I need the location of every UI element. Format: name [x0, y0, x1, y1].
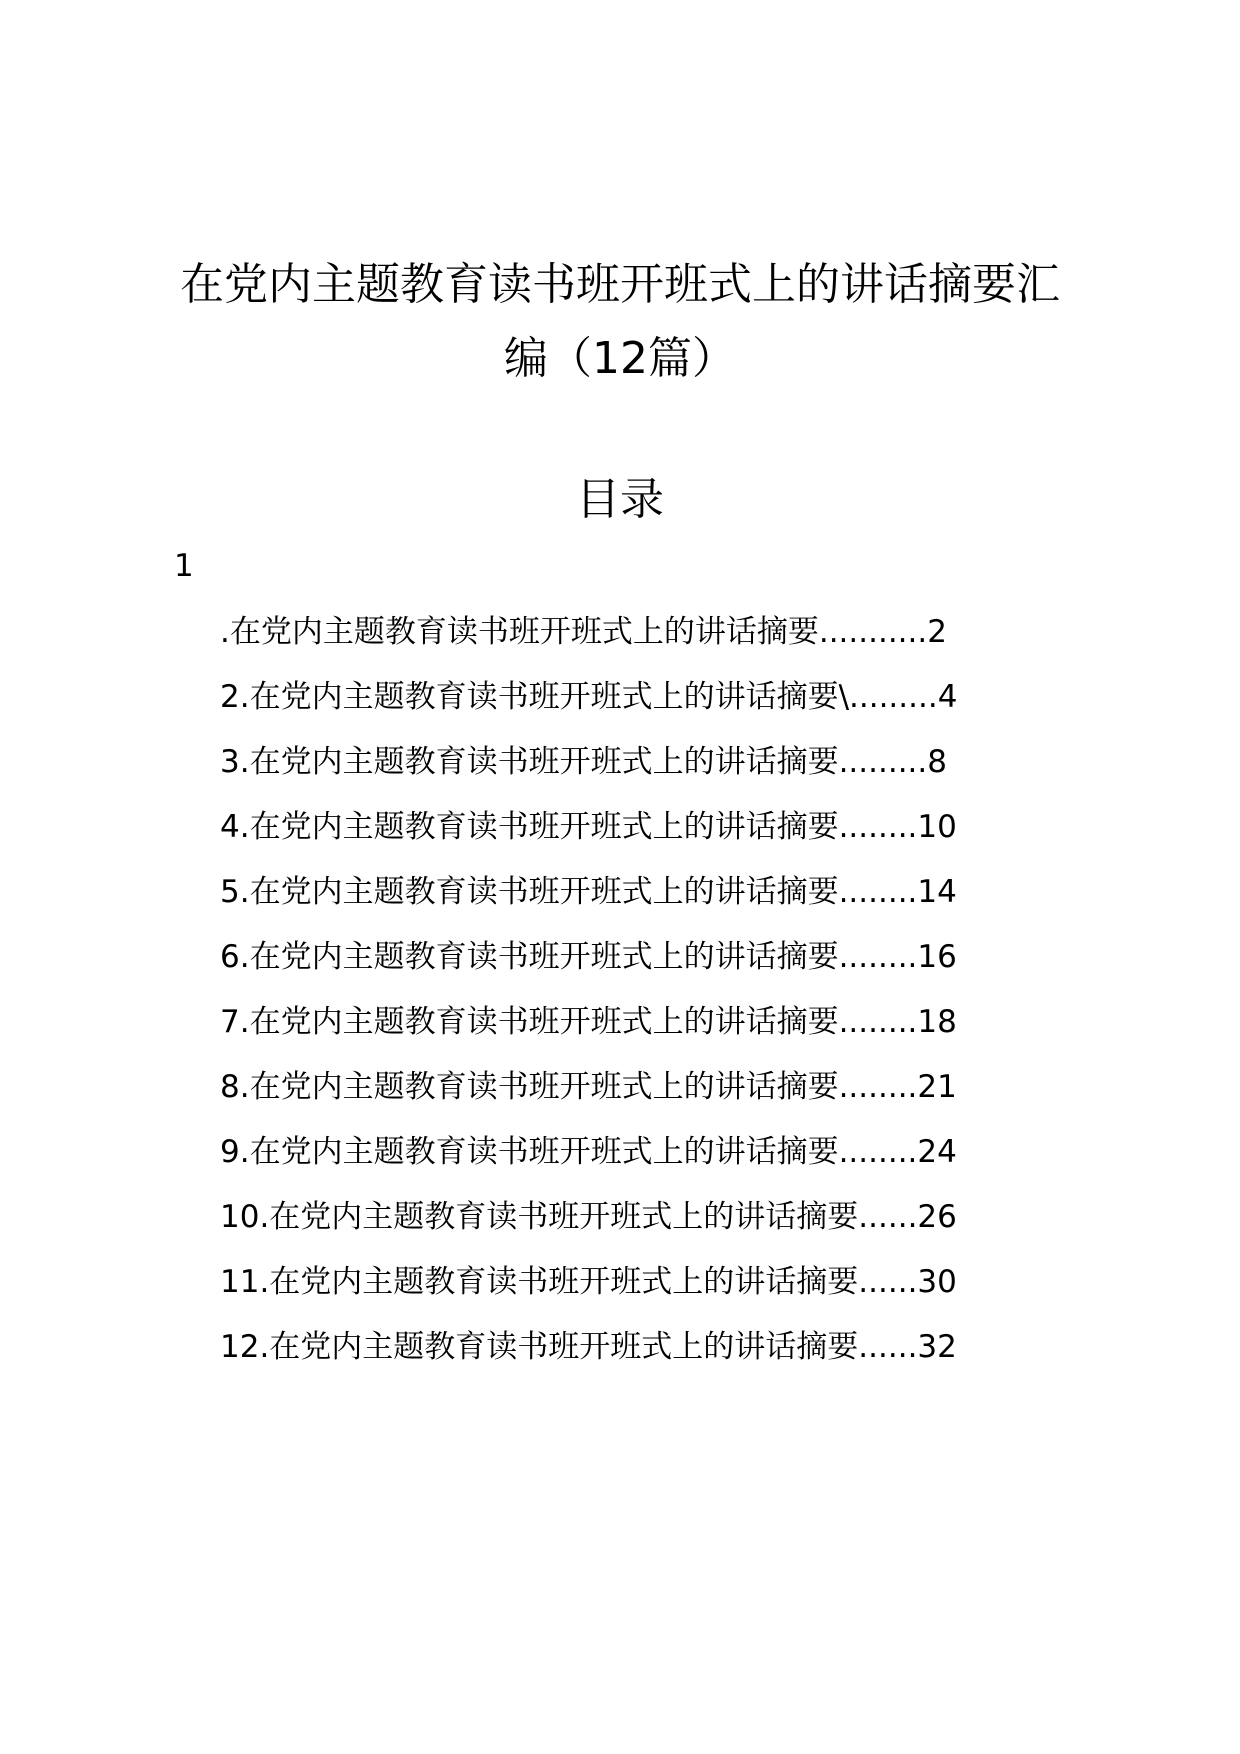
toc-item-7[interactable]: 7.在党内主题教育读书班开班式上的讲话摘要........18	[220, 1004, 957, 1040]
document-title	[150, 248, 1090, 396]
toc-item-1[interactable]: .在党内主题教育读书班开班式上的讲话摘要...........2	[220, 614, 947, 650]
toc-item-6[interactable]: 6.在党内主题教育读书班开班式上的讲话摘要........16	[220, 939, 957, 975]
toc-heading: 目录	[576, 474, 664, 525]
toc-item-12[interactable]: 12.在党内主题教育读书班开班式上的讲话摘要......32	[220, 1329, 957, 1365]
toc-item-5[interactable]: 5.在党内主题教育读书班开班式上的讲话摘要........14	[220, 874, 957, 910]
toc-item-10[interactable]: 10.在党内主题教育读书班开班式上的讲话摘要......26	[220, 1199, 957, 1235]
document-title-line-1: 在党内主题教育读书班开班式上的讲话摘要汇	[180, 259, 1060, 310]
toc-item-3[interactable]: 3.在党内主题教育读书班开班式上的讲话摘要.........8	[220, 744, 947, 780]
toc-item-11[interactable]: 11.在党内主题教育读书班开班式上的讲话摘要......30	[220, 1264, 957, 1300]
toc-item-4[interactable]: 4.在党内主题教育读书班开班式上的讲话摘要........10	[220, 809, 957, 845]
toc-item-8[interactable]: 8.在党内主题教育读书班开班式上的讲话摘要........21	[220, 1069, 957, 1105]
toc-stray-number: 1	[174, 548, 194, 584]
toc-item-2[interactable]: 2.在党内主题教育读书班开班式上的讲话摘要\.........4	[220, 679, 958, 715]
document-title-line-2: 编（12篇）	[504, 333, 736, 384]
toc-item-9[interactable]: 9.在党内主题教育读书班开班式上的讲话摘要........24	[220, 1134, 957, 1170]
table-of-contents	[220, 610, 1020, 1390]
